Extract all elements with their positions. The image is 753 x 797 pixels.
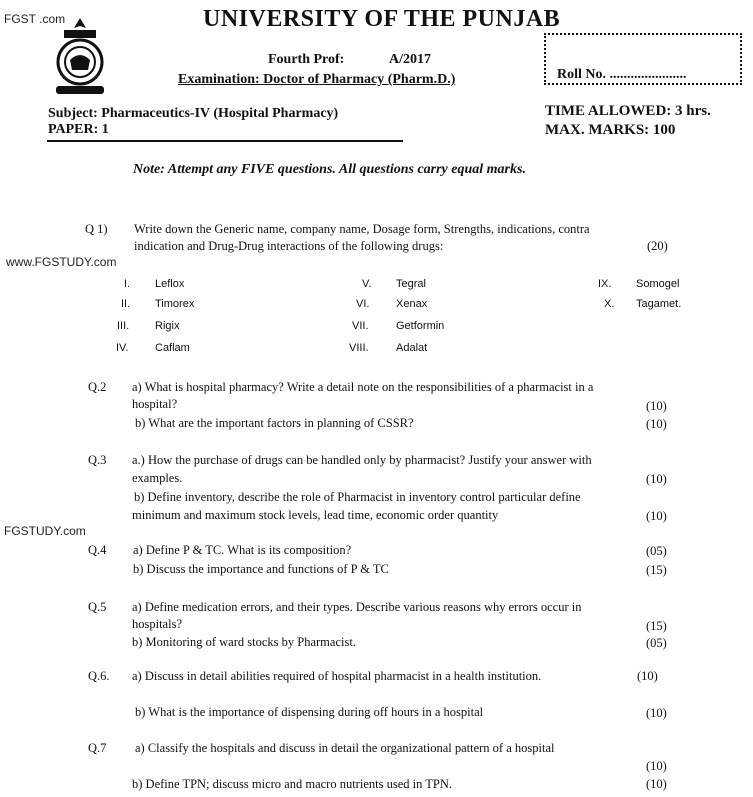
q4-a: a) Define P & TC. What is its composition? xyxy=(133,543,352,557)
q2-a-marks: (10) xyxy=(646,399,667,413)
q5-a-marks: (15) xyxy=(646,619,667,633)
q6-a: a) Discuss in detail abilities required of hospital pharmacist in a health institution. xyxy=(132,669,542,683)
max-marks: MAX. MARKS: 100 xyxy=(545,122,676,138)
drug-name: Adalat xyxy=(396,342,428,354)
q5-b-marks: (05) xyxy=(646,636,667,650)
subject-underline-divider xyxy=(47,140,403,142)
drug-roman: VI. xyxy=(356,298,370,310)
drug-roman: VII. xyxy=(352,320,369,332)
drug-roman: III. xyxy=(117,320,130,332)
q3-b-line2: minimum and maximum stock levels, lead time, economic order quantity xyxy=(132,508,499,522)
prof-label: Fourth Prof: xyxy=(268,52,345,67)
q1-line2: indication and Drug-Drug interactions of the following drugs: xyxy=(134,239,444,253)
drug-name: Caflam xyxy=(155,342,190,354)
q4-b: b) Discuss the importance and functions of P & TC xyxy=(133,562,389,576)
q6-number: Q.6. xyxy=(88,669,110,683)
q7-b: b) Define TPN; discuss micro and macro nutrients used in TPN. xyxy=(132,777,452,791)
drug-roman: IV. xyxy=(116,342,129,354)
drug-name: Getformin xyxy=(396,320,445,332)
session-label: A/2017 xyxy=(389,52,431,67)
q5-b: b) Monitoring of ward stocks by Pharmacist. xyxy=(132,635,356,649)
examination-title: Examination: Doctor of Pharmacy (Pharm.D.) xyxy=(178,72,456,87)
roll-number-field: Roll No. ...................... xyxy=(557,67,687,82)
q3-a-marks: (10) xyxy=(646,472,667,486)
paper-label: PAPER: 1 xyxy=(48,122,109,137)
drug-roman: V. xyxy=(362,278,372,290)
drug-roman: II. xyxy=(121,298,131,310)
subject-label: Subject: Pharmaceutics-IV (Hospital Pharmacy) xyxy=(48,106,339,121)
q4-number: Q.4 xyxy=(88,543,107,557)
q3-b-line1: b) Define inventory, describe the role of Pharmacist in inventory control particular define xyxy=(134,490,581,504)
q3-a-line2: examples. xyxy=(132,471,183,485)
q7-number: Q.7 xyxy=(88,741,107,755)
q7-b-marks: (10) xyxy=(646,777,667,791)
drug-name: Leflox xyxy=(155,278,185,290)
q1-number: Q 1) xyxy=(85,222,108,236)
watermark-left-low: FGSTUDY.com xyxy=(4,524,86,538)
drug-roman: VIII. xyxy=(349,342,369,354)
q2-number: Q.2 xyxy=(88,380,107,394)
university-title: UNIVERSITY OF THE PUNJAB xyxy=(203,6,561,32)
q3-b-marks: (10) xyxy=(646,509,667,523)
q1-line1: Write down the Generic name, company name, Dosage form, Strengths, indications, contra xyxy=(134,222,590,236)
drug-name: Rigix xyxy=(155,320,180,332)
q5-a-line1: a) Define medication errors, and their types. Describe various reasons why errors occur in xyxy=(132,600,582,614)
watermark-top: FGST .com xyxy=(4,12,66,26)
drug-name: Timorex xyxy=(155,298,195,310)
q7-a-marks: (10) xyxy=(646,759,667,773)
q2-b-marks: (10) xyxy=(646,417,667,431)
university-seal-logo xyxy=(50,14,110,98)
q1-marks: (20) xyxy=(647,239,668,253)
q5-a-line2: hospitals? xyxy=(132,617,182,631)
drug-name: Xenax xyxy=(396,298,428,310)
drug-name: Tegral xyxy=(396,278,426,290)
time-allowed: TIME ALLOWED: 3 hrs. xyxy=(545,103,711,119)
q6-b-marks: (10) xyxy=(646,706,667,720)
watermark-left-mid: www.FGSTUDY.com xyxy=(6,255,117,269)
q6-b: b) What is the importance of dispensing during off hours in a hospital xyxy=(135,705,484,719)
drug-roman: X. xyxy=(604,298,615,310)
q5-number: Q.5 xyxy=(88,600,107,614)
q3-a-line1: a.) How the purchase of drugs can be handled only by pharmacist? Justify your answer with xyxy=(132,453,592,467)
exam-note: Note: Attempt any FIVE questions. All questions carry equal marks. xyxy=(133,162,526,177)
q2-a-line1: a) What is hospital pharmacy? Write a detail note on the responsibilities of a pharmacist in a xyxy=(132,380,594,394)
drug-name: Tagamet. xyxy=(636,298,682,310)
q4-b-marks: (15) xyxy=(646,563,667,577)
q3-number: Q.3 xyxy=(88,453,107,467)
drug-name: Somogel xyxy=(636,278,680,290)
q6-a-marks: (10) xyxy=(637,669,658,683)
q7-a: a) Classify the hospitals and discuss in detail the organizational pattern of a hospital xyxy=(135,741,555,755)
q2-a-line2: hospital? xyxy=(132,397,178,411)
q2-b: b) What are the important factors in planning of CSSR? xyxy=(135,416,414,430)
q4-a-marks: (05) xyxy=(646,544,667,558)
drug-roman: I. xyxy=(124,278,131,290)
drug-roman: IX. xyxy=(598,278,612,290)
